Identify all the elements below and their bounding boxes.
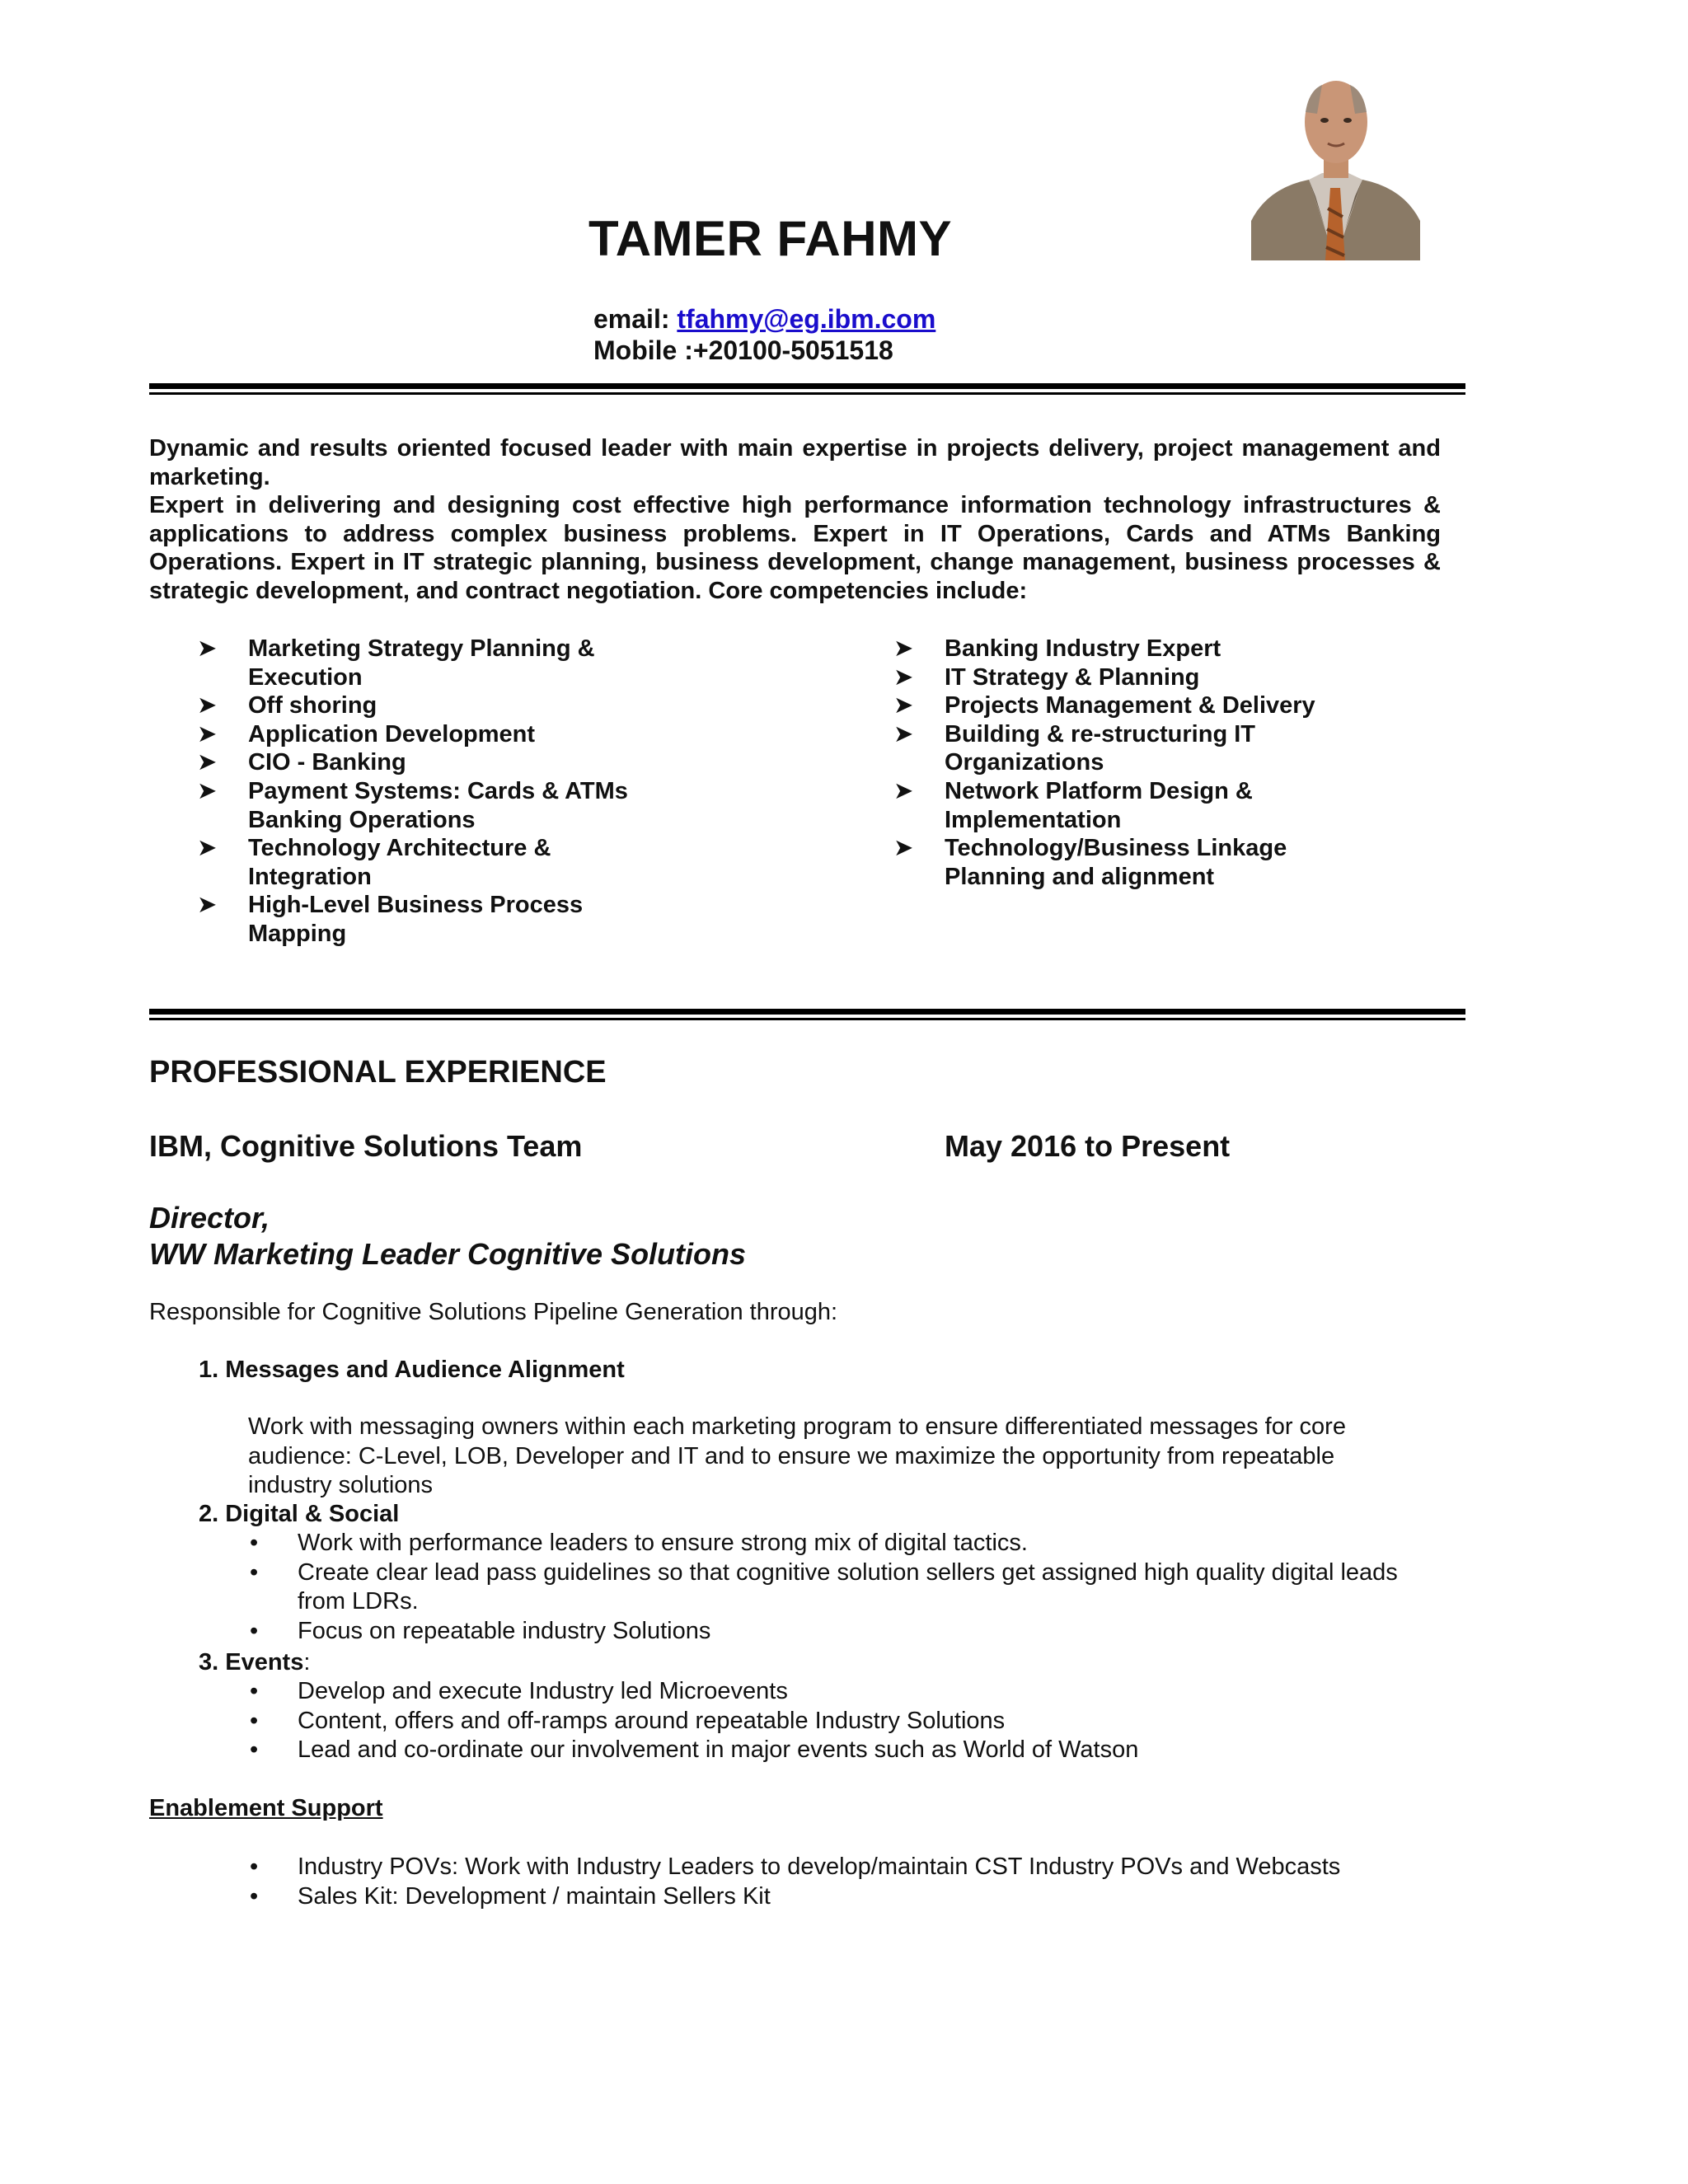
arrow-bullet-icon: ➤ <box>197 777 218 804</box>
enablement-list <box>250 1853 1451 1911</box>
header-divider <box>149 383 1465 395</box>
list-item: ➤ High-Level Business Process Mapping <box>197 892 584 947</box>
section-title: PROFESSIONAL EXPERIENCE <box>149 1055 607 1090</box>
list-item: ➤ Technology Architecture & Integration <box>197 835 551 890</box>
list-item: ➤ Technology/Business Linkage Planning and alignment <box>893 835 1287 890</box>
list-item: ➤ IT Strategy & Planning <box>893 663 1200 691</box>
arrow-bullet-icon: ➤ <box>197 635 218 662</box>
arrow-bullet-icon: ➤ <box>893 720 914 748</box>
responsibility-text-1: Work with messaging owners within each marketing program to ensure differentiated messages for core audience: C-Level, LOB, Developer and IT and to ensure we maximize the opportunity from repeatable industry solutions <box>248 1413 1346 1498</box>
professional-summary <box>149 434 1441 606</box>
competencies-right-list <box>893 635 1373 891</box>
arrow-bullet-icon: ➤ <box>893 663 914 691</box>
enablement-heading: Enablement Support <box>149 1795 383 1821</box>
events-list <box>250 1677 1435 1765</box>
competencies-left-list <box>197 635 635 949</box>
profile-photo <box>1251 64 1420 260</box>
list-item: • Work with performance leaders to ensure strong mix of digital tactics. <box>298 1529 1435 1558</box>
list-item: • Lead and co-ordinate our involvement in major events such as World of Watson <box>298 1736 1435 1765</box>
arrow-bullet-icon: ➤ <box>893 692 914 719</box>
bullet-dot-icon: • <box>250 1558 259 1586</box>
bullet-dot-icon: • <box>250 1707 259 1734</box>
employment-dates: May 2016 to Present <box>945 1129 1231 1163</box>
list-item: ➤ Off shoring <box>197 692 377 719</box>
list-item: ➤ Projects Management & Delivery <box>893 692 1315 719</box>
list-item: ➤ Application Development <box>197 720 536 748</box>
list-item: ➤ Network Platform Design & Implementation <box>893 777 1253 833</box>
summary-paragraph-1: Dynamic and results oriented focused leader with main expertise in projects delivery, project management and marketing. <box>149 435 1441 490</box>
bullet-dot-icon: • <box>250 1736 259 1763</box>
mobile-line: Mobile :+20100-5051518 <box>593 335 893 365</box>
responsibility-heading-2: 2. Digital & Social <box>199 1501 400 1527</box>
digital-social-list <box>250 1529 1435 1646</box>
arrow-bullet-icon: ➤ <box>197 835 218 862</box>
list-item: • Industry POVs: Work with Industry Leaders to develop/maintain CST Industry POVs and Webcasts <box>298 1853 1451 1882</box>
email-line <box>593 303 935 335</box>
arrow-bullet-icon: ➤ <box>893 777 914 804</box>
bullet-dot-icon: • <box>250 1882 259 1910</box>
list-item: • Develop and execute Industry led Microevents <box>298 1677 1435 1707</box>
list-item: • Sales Kit: Development / maintain Sellers Kit <box>298 1882 1451 1912</box>
arrow-bullet-icon: ➤ <box>893 635 914 662</box>
company-name: IBM, Cognitive Solutions Team <box>149 1129 583 1163</box>
responsibility-heading-1: 1. Messages and Audience Alignment <box>199 1357 625 1383</box>
arrow-bullet-icon: ➤ <box>893 835 914 862</box>
candidate-name: TAMER FAHMY <box>588 211 953 266</box>
list-item: ➤ CIO - Banking <box>197 749 406 776</box>
arrow-bullet-icon: ➤ <box>197 692 218 719</box>
arrow-bullet-icon: ➤ <box>197 892 218 919</box>
list-item: ➤ Banking Industry Expert <box>893 635 1221 662</box>
bullet-dot-icon: • <box>250 1854 259 1880</box>
responsibilities-intro: Responsible for Cognitive Solutions Pipeline Generation through: <box>149 1299 838 1325</box>
list-item: • Create clear lead pass guidelines so that cognitive solution sellers get assigned high quality digital leads from LDRs. <box>250 1558 1398 1615</box>
responsibility-heading-3: 3. Events: <box>199 1649 311 1675</box>
summary-paragraph-2: Expert in delivering and designing cost effective high performance information technology infrastructures & applications to address complex business problems. Expert in IT Operations, Cards and ATMs Banking Operations. Expert in IT strategic planning, business development, change management, business processes & strategic development, and contract negotiation. Core competencies include: <box>149 492 1441 604</box>
job-title-line-2: WW Marketing Leader Cognitive Solutions <box>149 1237 747 1271</box>
bullet-dot-icon: • <box>250 1530 259 1556</box>
email-label: email: <box>593 304 670 334</box>
contact-block <box>593 303 935 366</box>
job-title-line-1: Director, <box>149 1201 270 1235</box>
list-item: • Focus on repeatable industry Solutions <box>298 1617 1435 1647</box>
arrow-bullet-icon: ➤ <box>197 720 218 748</box>
arrow-bullet-icon: ➤ <box>197 749 218 776</box>
list-item: ➤ Payment Systems: Cards & ATMs Banking Operations <box>197 777 628 833</box>
bullet-dot-icon: • <box>250 1617 259 1644</box>
bullet-dot-icon: • <box>250 1678 259 1704</box>
list-item: • Content, offers and off-ramps around repeatable Industry Solutions <box>298 1707 1435 1736</box>
email-link[interactable]: tfahmy@eg.ibm.com <box>677 304 936 334</box>
list-item: ➤ Building & re-structuring IT Organizations <box>893 720 1255 776</box>
job-title <box>149 1200 746 1272</box>
list-item: ➤ Marketing Strategy Planning & Execution <box>197 635 595 691</box>
section-divider <box>149 1009 1465 1020</box>
